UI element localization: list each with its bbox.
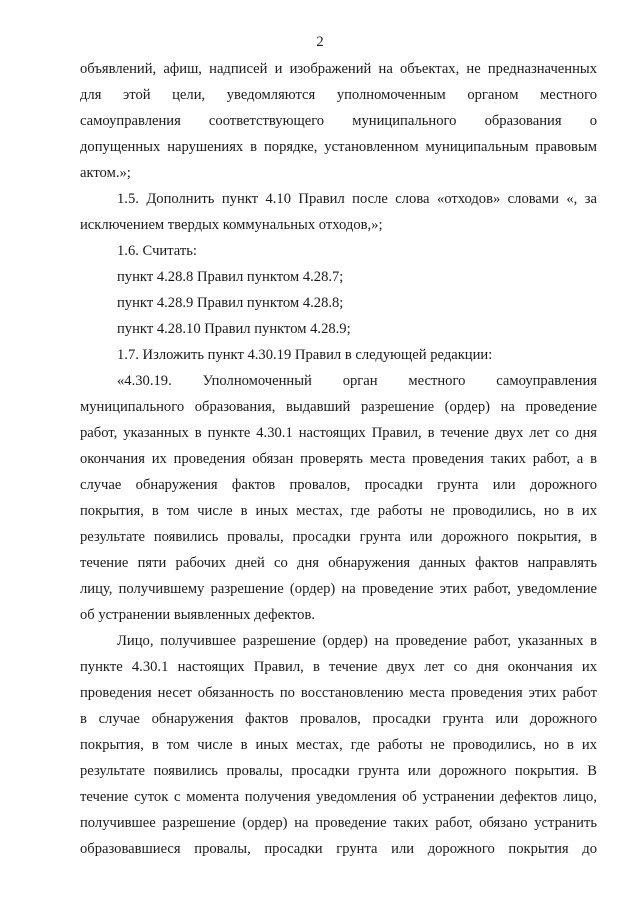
text-line: результате появились провалы, просадки грунта или дорожного покрытия. В — [80, 763, 597, 779]
text-line: случае обнаружения фактов провалов, просадки грунта или дорожного — [80, 477, 597, 493]
text-line: 1.5. Дополнить пункт 4.10 Правил после слова «отходов» словами «, за — [117, 191, 597, 207]
text-line: 1.7. Изложить пункт 4.30.19 Правил в следующей редакции: — [117, 347, 493, 363]
text-line: Лицо, получившее разрешение (ордер) на проведение работ, указанных в — [117, 633, 597, 649]
text-line: работ, указанных в пункте 4.30.1 настоящих Правил, в течение двух лет со дня — [80, 425, 597, 441]
text-line: исключением твердых коммунальных отходов,»; — [80, 217, 383, 233]
text-line: пункт 4.28.9 Правил пунктом 4.28.8; — [117, 295, 344, 311]
text-line: результате появились провалы, просадки грунта или дорожного покрытия, в — [80, 529, 597, 545]
text-line: «4.30.19. Уполномоченный орган местного самоуправления — [117, 373, 597, 389]
text-line: окончания их проведения обязан проверять места проведения таких работ, а в — [80, 451, 597, 467]
text-line: в случае обнаружения фактов провалов, просадки грунта или дорожного — [80, 711, 597, 727]
text-line: покрытия, в том числе в иных местах, где работы не проводились, но в их — [80, 503, 597, 519]
text-line: для этой цели, уведомляются уполномоченным органом местного — [80, 87, 597, 103]
text-line: пункте 4.30.1 настоящих Правил, в течение двух лет со дня окончания их — [80, 659, 597, 675]
text-line: получившее разрешение (ордер) на проведение таких работ, обязано устранить — [80, 815, 597, 831]
text-line: покрытия, в том числе в иных местах, где работы не проводились, но в их — [80, 737, 597, 753]
text-line: проведения несет обязанность по восстановлению места проведения этих работ — [80, 685, 597, 701]
text-line: об устранении выявленных дефектов. — [80, 607, 316, 623]
text-line: образовавшиеся провалы, просадки грунта или дорожного покрытия до — [80, 841, 597, 857]
text-line: течение суток с момента получения уведомления об устранении дефектов лицо, — [80, 789, 597, 805]
text-line: допущенных нарушениях в порядке, установленном муниципальным правовым — [80, 139, 597, 155]
text-line: пункт 4.28.10 Правил пунктом 4.28.9; — [117, 321, 351, 337]
text-line: пункт 4.28.8 Правил пунктом 4.28.7; — [117, 269, 344, 285]
text-line: течение пяти рабочих дней со дня обнаружения данных фактов направлять — [80, 555, 597, 571]
document-body — [80, 56, 597, 862]
text-line: актом.»; — [80, 165, 131, 181]
text-line: лицу, получившему разрешение (ордер) на проведение этих работ, уведомление — [80, 581, 597, 597]
text-line: объявлений, афиш, надписей и изображений на объектах, не предназначенных — [80, 61, 597, 77]
page-number: 2 — [316, 34, 324, 50]
text-line: самоуправления соответствующего муниципального образования о — [80, 113, 597, 129]
text-line: 1.6. Считать: — [117, 243, 197, 259]
text-line: муниципального образования, выдавший разрешение (ордер) на проведение — [80, 399, 597, 415]
